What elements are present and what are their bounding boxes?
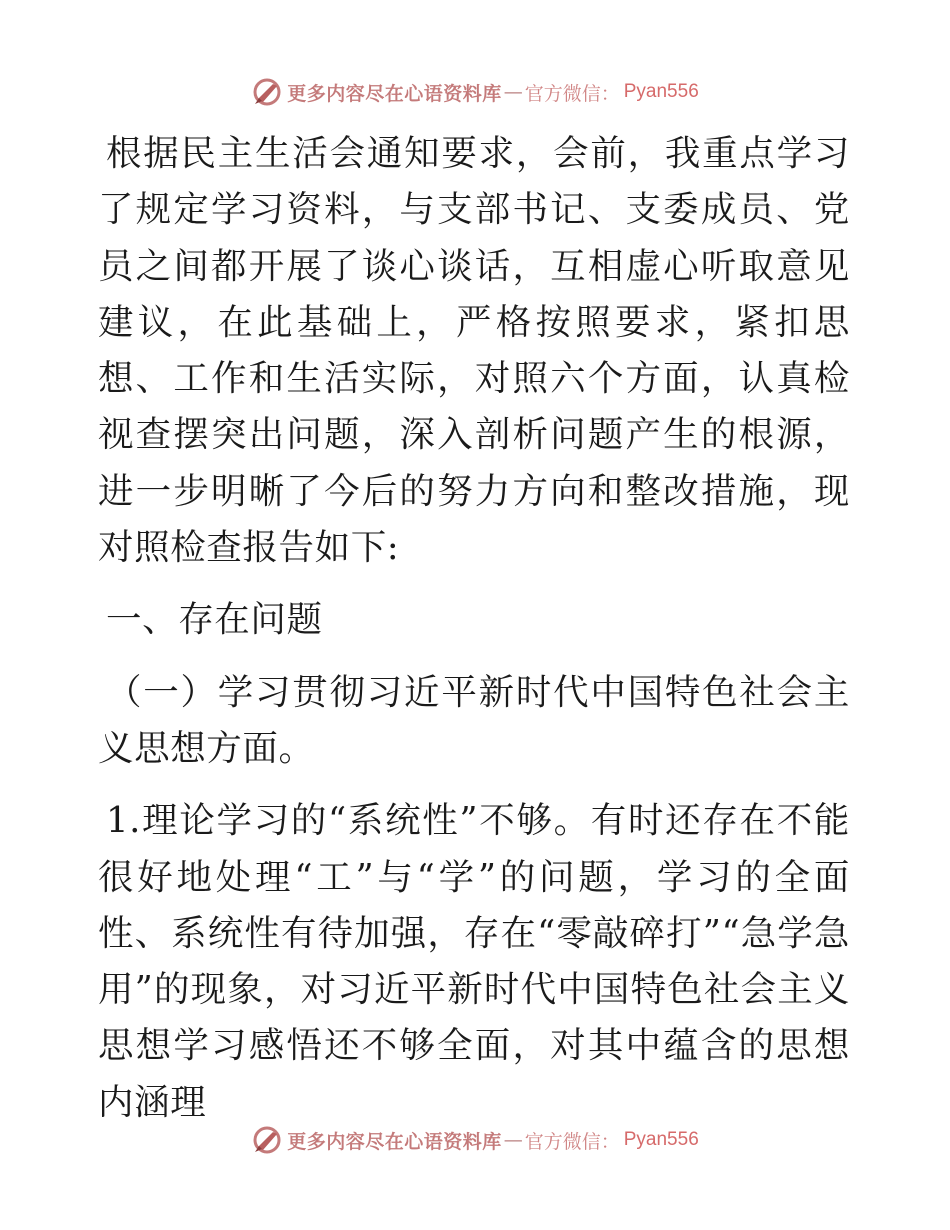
banner-official-label: 官方微信： bbox=[524, 82, 620, 105]
banner-official-label: 官方微信： bbox=[524, 1130, 620, 1153]
pen-circle-logo-icon bbox=[251, 76, 283, 108]
footer-watermark-banner bbox=[0, 1120, 950, 1160]
document-body bbox=[98, 126, 850, 1131]
intro-paragraph: 根据民主生活会通知要求，会前，我重点学习了规定学习资料，与支部书记、支委成员、党员之间都开展了谈心谈话，互相虚心听取意见建议，在此基础上，严格按照要求，紧扣思想、工作和生活实际，对照六个方面，认真检视查摆突出问题，深入剖析问题产生的根源，进一步明晰了今后的努力方向和整改措施，现对照检查报告如下: bbox=[98, 133, 850, 569]
subsection-heading-1: （一）学习贯彻习近平新时代中国特色社会主义思想方面。 bbox=[98, 671, 850, 769]
pen-circle-logo-icon bbox=[251, 1124, 283, 1156]
banner-wechat-id: Pyan556 bbox=[623, 81, 699, 102]
banner-text: 更多内容尽在心语资料库 bbox=[287, 1130, 502, 1153]
section-heading-1: 一、存在问题 bbox=[106, 599, 323, 641]
header-watermark-banner bbox=[0, 72, 950, 112]
banner-dash: — bbox=[503, 1129, 523, 1151]
banner-text: 更多内容尽在心语资料库 bbox=[287, 82, 502, 105]
item-paragraph-1: 1.理论学习的“系统性”不够。有时还存在不能很好地处理“工”与“学”的问题，学习的全面性、系统性有待加强，存在“零敲碎打”“急学急用”的现象，对习近平新时代中国特色社会主义思想学习感悟还不够全面，对其中蕴含的思想内涵理 bbox=[98, 800, 850, 1123]
banner-dash: — bbox=[503, 81, 523, 103]
banner-wechat-id: Pyan556 bbox=[623, 1129, 699, 1150]
